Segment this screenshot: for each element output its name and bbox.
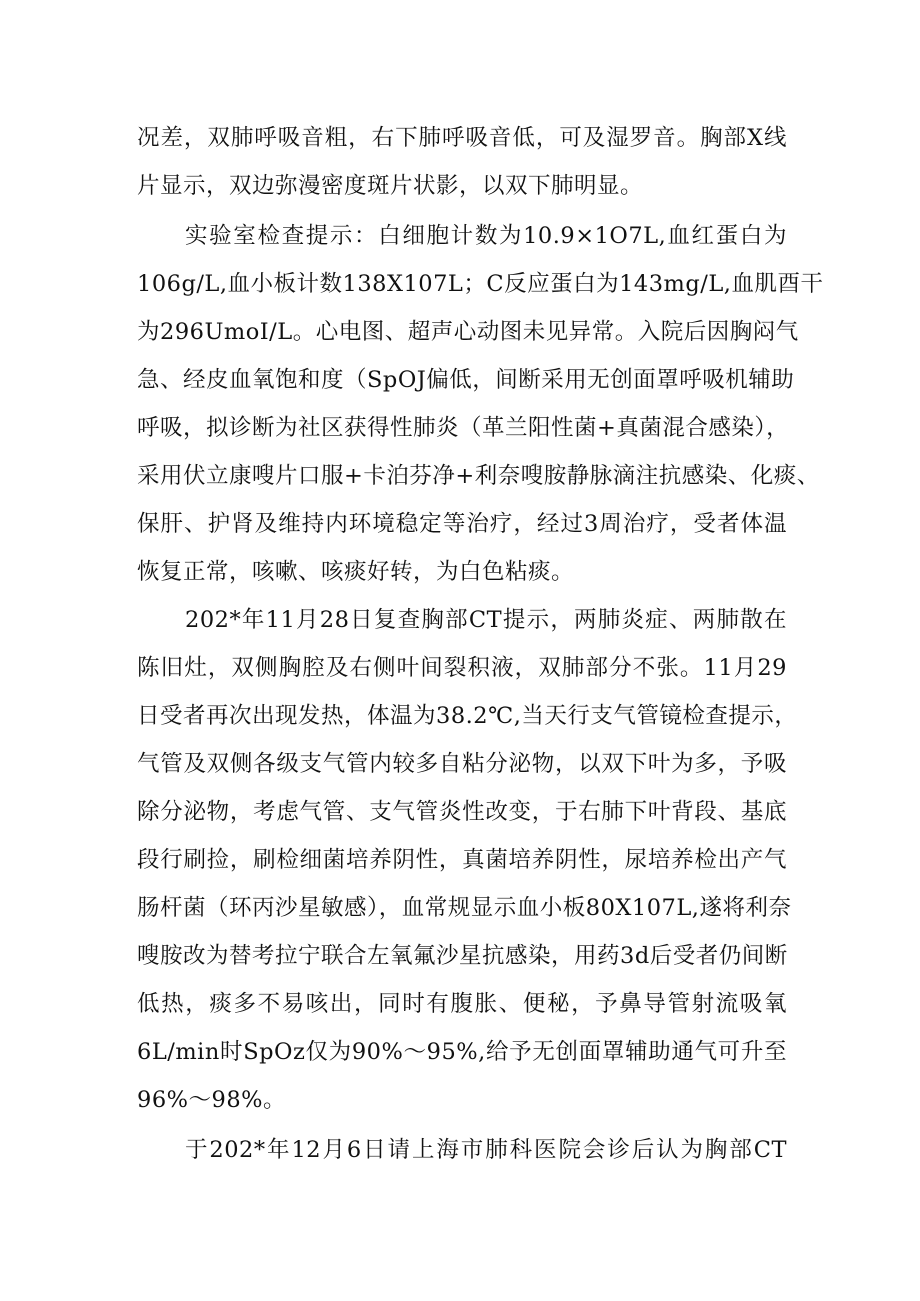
text-line: 片显示，双边弥漫密度斑片状影，以双下肺明显。 <box>137 173 644 199</box>
text-line: 低热，痰多不易咳出，同时有腹胀、便秘，予鼻导管射流吸氧 <box>137 991 787 1017</box>
text-line: 106g∕L,血小板计数138X107L；C反应蛋白为143mg∕L,血肌酉干 <box>137 271 824 297</box>
text-line: 日受者再次出现发热，体温为38.2℃,当天行支气管镜检查提示， <box>137 703 798 729</box>
text-line: 嗖胺改为替考拉宁联合左氧氟沙星抗感染，用药3d后受者仍间断 <box>137 943 788 969</box>
text-line: 恢复正常，咳嗽、咳痰好转，为白色粘痰。 <box>137 559 575 585</box>
text-line: 呼吸，拟诊断为社区获得性肺炎（革兰阳性菌+真菌混合感染）， <box>137 415 790 441</box>
text-line: 实验室检查提示：白细胞计数为10.9×1O7L,血红蛋白为 <box>185 223 787 249</box>
text-line: 保肝、护肾及维持内环境稳定等治疗，经过3周治疗，受者体温 <box>137 511 787 537</box>
text-line: 96%～98%。 <box>137 1087 287 1113</box>
text-line: 陈旧灶，双侧胸腔及右侧叶间裂积液，双肺部分不张。11月29 <box>137 655 787 681</box>
text-line: 况差，双肺呼吸音粗，右下肺呼吸音低，可及湿罗音。胸部X线 <box>137 125 787 151</box>
text-line: 肠杆菌（环丙沙星敏感），血常规显示血小板80X107L,遂将利奈 <box>137 895 792 921</box>
text-line: 气管及双侧各级支气管内较多自粘分泌物，以双下叶为多，予吸 <box>137 751 787 777</box>
text-line: 为296UmoI/L。心电图、超声心动图未见异常。入院后因胸闷气 <box>137 319 799 345</box>
text-line: 6L/min时SpOz仅为90%～95%,给予无创面罩辅助通气可升至 <box>137 1039 787 1065</box>
text-line: 段行刷捡，刷检细菌培养阴性，真菌培养阴性，尿培养检出产气 <box>137 847 787 873</box>
text-line: 除分泌物，考虑气管、支气管炎性改变，于右肺下叶背段、基底 <box>137 799 787 825</box>
text-line: 采用伏立康嗖片口服+卡泊芬净+利奈嗖胺静脉滴注抗感染、化痰、 <box>137 463 820 489</box>
text-line: 202*年11月28日复查胸部CT提示，两肺炎症、两肺散在 <box>185 607 787 633</box>
text-line: 急、经皮血氧饱和度（SpOJ偏低，间断采用无创面罩呼吸机辅助 <box>137 367 795 393</box>
text-line: 于202*年12月6日请上海市肺科医院会诊后认为胸部CT <box>185 1137 787 1163</box>
